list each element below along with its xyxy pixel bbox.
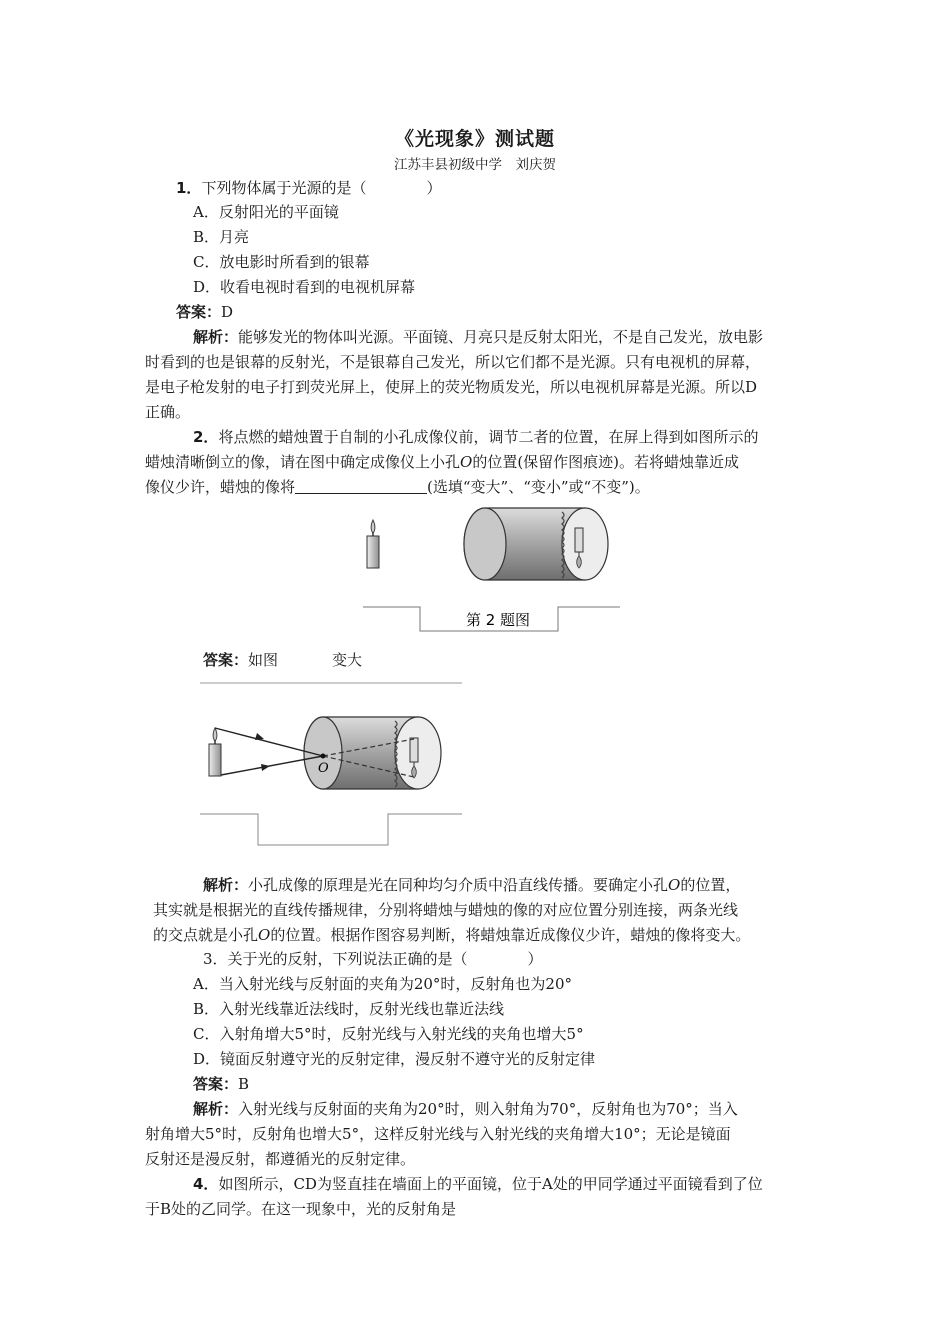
q2-answer-figure <box>200 683 465 848</box>
q4-stem-line: 4．如图所示，CD为竖直挂在墙面上的平面镜，位于A处的甲同学通过平面镜看到了位 <box>193 1175 763 1193</box>
q3-option-d: D．镜面反射遵守光的反射定律，漫反射不遵守光的反射定律 <box>193 1050 596 1068</box>
pinhole-label: O <box>318 761 329 776</box>
q1-option-a: A．反射阳光的平面镜 <box>193 203 339 221</box>
q3-option-b: B．入射光线靠近法线时，反射光线也靠近法线 <box>193 1000 505 1018</box>
q1-option-c: C．放电影时所看到的银幕 <box>193 253 370 271</box>
q1-option-d: D．收看电视时看到的电视机屏幕 <box>193 278 416 296</box>
q2-stem-line: 2．将点燃的蜡烛置于自制的小孔成像仪前，调节二者的位置，在屏上得到如图所示的 <box>193 428 759 446</box>
q3-analysis-line: 射角增大5°时，反射角也增大5°，这样反射光线与入射光线的夹角增大10°；无论是镜面 <box>145 1125 731 1143</box>
q2-answer-blank[interactable] <box>295 477 427 494</box>
pinhole-camera-icon <box>304 717 441 789</box>
q3-answer: 答案：B <box>193 1075 250 1093</box>
document-author: 江苏丰县初级中学 刘庆贺 <box>394 157 556 173</box>
q2-answer: 答案：如图 变大 <box>203 651 363 669</box>
q3-analysis-line: 反射还是漫反射，都遵循光的反射定律。 <box>145 1150 416 1168</box>
candle-icon <box>367 520 379 568</box>
q1-answer: 答案：D <box>176 303 234 321</box>
q2-analysis-line: 解析：小孔成像的原理是光在同种均匀介质中沿直线传播。要确定小孔O的位置， <box>203 876 741 894</box>
q2-figure <box>355 500 625 640</box>
q2-stem-line: 像仪少许，蜡烛的像将 (选填“变大”、“变小”或“不变”)。 <box>145 478 650 496</box>
q2-stem-line: 蜡烛清晰倒立的像，请在图中确定成像仪上小孔O的位置(保留作图痕迹)。若将蜡烛靠近成 <box>145 453 740 471</box>
q2-analysis-line: 其实就是根据光的直线传播规律，分别将蜡烛与蜡烛的像的对应位置分别连接，两条光线 <box>153 901 739 919</box>
document-title: 《光现象》测试题 <box>394 128 555 150</box>
q4-stem-line: 于B处的乙同学。在这一现象中，光的反射角是 <box>145 1200 457 1218</box>
q1-analysis-line: 解析：能够发光的物体叫光源。平面镜、月亮只是反射太阳光，不是自己发光，放电影 <box>193 328 764 346</box>
q3-option-c: C．入射角增大5°时，反射光线与入射光线的夹角也增大5° <box>193 1025 584 1043</box>
q1-analysis-line: 正确。 <box>145 403 191 421</box>
q1-stem: 1．下列物体属于光源的是（ ） <box>176 179 442 197</box>
q2-figure-caption: 第 2 题图 <box>465 611 531 629</box>
q3-analysis-line: 解析：入射光线与反射面的夹角为20°时，则入射角为70°，反射角也为70°；当入 <box>193 1100 738 1118</box>
q2-analysis-line: 的交点就是小孔O的位置。根据作图容易判断，将蜡烛靠近成像仪少许，蜡烛的像将变大。 <box>153 926 751 944</box>
q1-analysis-line: 是电子枪发射的电子打到荧光屏上，使屏上的荧光物质发光，所以电视机屏幕是光源。所以D <box>145 378 758 396</box>
pinhole-point <box>321 754 326 759</box>
pinhole-camera-icon <box>464 508 608 580</box>
q3-option-a: A．当入射光线与反射面的夹角为20°时，反射角也为20° <box>193 975 573 993</box>
q3-stem: 3．关于光的反射，下列说法正确的是（ ） <box>203 950 543 968</box>
q1-analysis-line: 时看到的也是银幕的反射光，不是银幕自己发光，所以它们都不是光源。只有电视机的屏幕， <box>145 353 761 371</box>
candle-icon <box>209 728 221 776</box>
q1-option-b: B．月亮 <box>193 228 250 246</box>
